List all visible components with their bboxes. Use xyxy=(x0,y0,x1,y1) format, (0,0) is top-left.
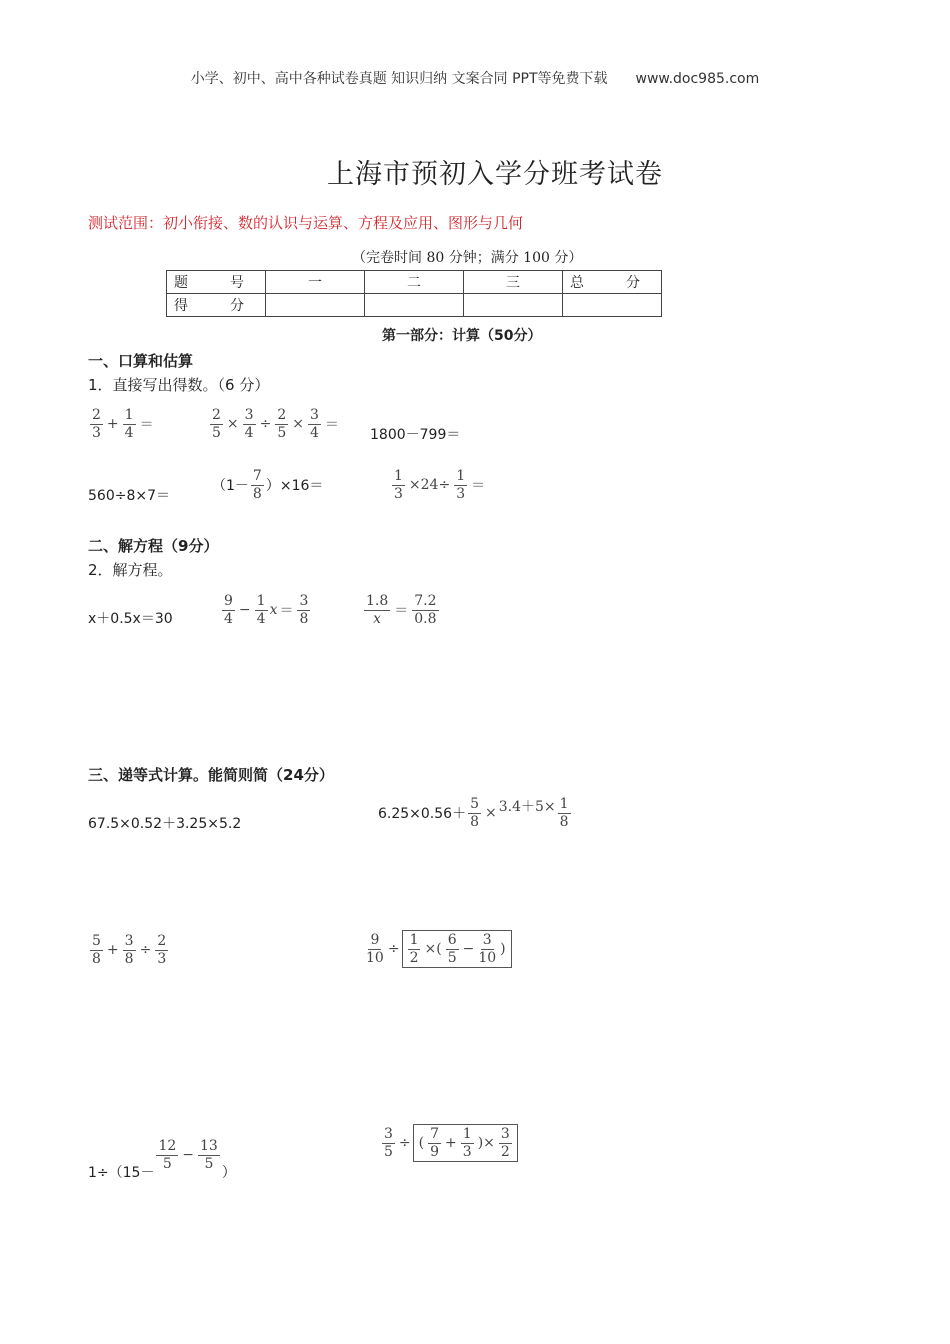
expr-e1: 1÷（15－ $\frac{12}{5}$ − $\frac{13}{5}$ ） xyxy=(88,1137,236,1181)
score-blank-cell[interactable] xyxy=(563,294,662,317)
expr-a1: $\frac{2}{3}$ + $\frac{1}{4}$ ＝ xyxy=(92,407,154,441)
score-header-cell: 三 xyxy=(464,271,563,294)
section3-title: 三、递等式计算。能简则简（24分） xyxy=(88,766,334,784)
score-header-cell: 总 分 xyxy=(563,271,662,294)
test-scope: 测试范围：初小衔接、数的认识与运算、方程及应用、图形与几何 xyxy=(88,214,524,232)
expr-d2: $\frac{9}{10}$ ÷ $\frac{1}{2}$ ×( $\frac{6}{5}$ − $\frac{3}{10}$ ) xyxy=(364,930,512,968)
score-blank-cell[interactable] xyxy=(266,294,365,317)
question1: 1．直接写出得数。（6 分） xyxy=(88,376,270,394)
page-header xyxy=(0,68,950,88)
score-label-cell: 得 分 xyxy=(167,294,266,317)
header-site: www.doc985.com xyxy=(635,71,760,87)
table-row xyxy=(167,271,662,294)
expr-b2: （1－ $\frac{7}{8}$ ）×16＝ xyxy=(212,468,324,502)
score-blank-cell[interactable] xyxy=(464,294,563,317)
expr-c2: 6.25×0.56＋ $\frac{5}{8}$ × 3.4＋5× $\frac{1}{8}$ xyxy=(378,796,569,830)
score-blank-cell[interactable] xyxy=(365,294,464,317)
equation-2: $\frac{9}{4}$ − $\frac{1}{4}$ x ＝ $\frac{3}{8}$ xyxy=(224,593,309,627)
table-row xyxy=(167,294,662,317)
expr-b3: $\frac{1}{3}$ ×24÷ $\frac{1}{3}$ ＝ xyxy=(394,468,486,502)
equation-3: $\frac{1.8}{x}$ ＝ $\frac{7.2}{0.8}$ xyxy=(366,593,437,627)
section1-title: 一、口算和估算 xyxy=(88,352,194,370)
expr-c1: 67.5×0.52＋3.25×5.2 xyxy=(88,816,242,832)
expr-d1: $\frac{5}{8}$ + $\frac{3}{8}$ ÷ $\frac{2}{3}$ xyxy=(92,933,167,967)
expr-b1: 560÷8×7＝ xyxy=(88,488,170,504)
expr-a2: $\frac{2}{5}$ × $\frac{3}{4}$ ÷ $\frac{2}{5}$ × $\frac{3}{4}$ ＝ xyxy=(212,407,339,441)
expr-a3: 1800－799＝ xyxy=(370,427,461,443)
expr-e2: $\frac{3}{5}$ ÷ ( $\frac{7}{9}$ + $\frac{1}{3}$ )× $\frac{3}{2}$ xyxy=(380,1124,518,1162)
equation-1: x＋0.5x＝30 xyxy=(88,611,173,627)
score-header-cell: 一 xyxy=(266,271,365,294)
header-text: 小学、初中、高中各种试卷真题 知识归纳 文案合同 PPT等免费下载 xyxy=(190,71,608,87)
score-header-cell: 二 xyxy=(365,271,464,294)
section2-title: 二、解方程（9分） xyxy=(88,537,219,555)
time-info: （完卷时间 80 分钟；满分 100 分） xyxy=(352,250,583,266)
score-header-cell: 题 号 xyxy=(167,271,266,294)
exam-title: 上海市预初入学分班考试卷 xyxy=(327,159,663,190)
question2: 2．解方程。 xyxy=(88,561,173,579)
part1-heading: 第一部分：计算（50分） xyxy=(382,328,542,344)
score-table xyxy=(166,270,662,317)
